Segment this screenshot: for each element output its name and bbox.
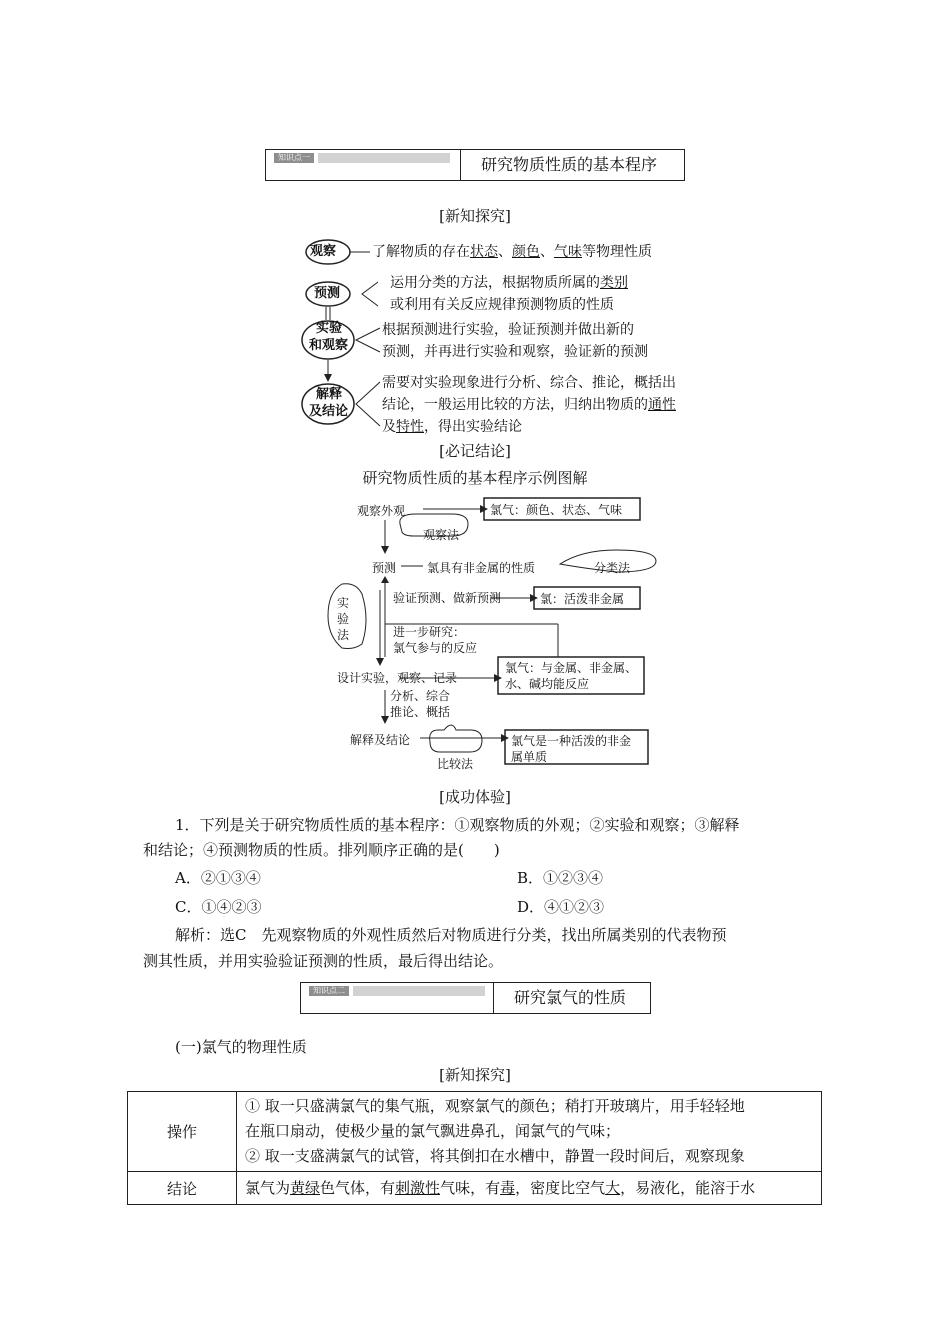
section-heading-success: [成功体验] xyxy=(439,788,511,806)
node-conclude-line2: 及结论 xyxy=(309,404,349,419)
tag-bar xyxy=(353,986,485,996)
knowledge-point-tag: 知识点一 xyxy=(274,153,314,163)
knowledge-point-tag-cell xyxy=(266,150,461,180)
observe-text-part: 了解物质的存在 xyxy=(372,244,470,260)
section-heading-conclusion: [必记结论] xyxy=(439,442,511,460)
answer-line1: 解析：选C 先观察物质的外观性质然后对物质进行分类，找出所属类别的代表物预 xyxy=(175,926,727,944)
node-experiment xyxy=(309,320,349,354)
observe-appearance-label: 观察外观 xyxy=(357,504,406,518)
box-final-conclusion xyxy=(511,733,631,765)
conclude-line2 xyxy=(382,394,676,416)
bubble-char: 法 xyxy=(337,628,350,642)
analyze-label xyxy=(390,688,450,720)
conclude-keyword-common: 通性 xyxy=(648,397,676,413)
box-reactions-line2: 水、碱均能反应 xyxy=(505,677,590,691)
box-observe-result: 氯气：颜色、状态、气味 xyxy=(490,503,623,517)
conclusion-keyword: 毒 xyxy=(500,1178,516,1197)
conclusion-keyword: 黄绿 xyxy=(290,1178,321,1197)
node-experiment-line1: 实验 xyxy=(316,321,343,336)
bubble-char: 验 xyxy=(337,612,350,626)
observe-keyword-color: 颜色 xyxy=(512,244,540,260)
observe-text xyxy=(372,241,652,263)
predict-line2: 或利用有关反应规律预测物质的性质 xyxy=(390,297,614,313)
box-reactions-line1: 氯气：与金属、非金属、 xyxy=(505,661,638,675)
experiment-table xyxy=(127,1091,822,1205)
conclude-text-part: 结论，一般运用比较的方法，归纳出物质的 xyxy=(382,397,648,413)
conclusion-text: 色气体，有 xyxy=(320,1178,396,1197)
observe-keyword-state: 状态 xyxy=(470,244,498,260)
knowledge-point-1-box xyxy=(265,149,685,181)
node-conclude-line1: 解释 xyxy=(316,387,343,402)
question-line2: 和结论；④预测物质的性质。排列顺序正确的是( ) xyxy=(143,841,500,859)
operation-label: 操作 xyxy=(128,1092,237,1172)
question-line1: 1．下列是关于研究物质性质的基本程序：①观察物质的外观；②实验和观察；③解释 xyxy=(175,816,740,834)
operation-line1: ① 取一只盛满氯气的集气瓶，观察氯气的颜色；稍打开玻璃片，用手轻轻地 xyxy=(245,1097,745,1115)
conclusion-text: ，密度比空气 xyxy=(515,1178,606,1197)
analyze-line2: 推论、概括 xyxy=(390,705,451,719)
operation-line2: 在瓶口扇动，使极少量的氯气飘进鼻孔，闻氯气的气味； xyxy=(245,1122,621,1140)
box-reactions xyxy=(505,660,637,692)
further-research-label xyxy=(393,624,477,656)
option-a: A．②①③④ xyxy=(175,869,261,887)
box-active-nonmetal: 氯：活泼非金属 xyxy=(540,592,625,606)
bubble-comparison-method: 比较法 xyxy=(437,757,474,771)
conclude-line1: 需要对实验现象进行分析、综合、推论，概括出 xyxy=(382,375,676,391)
conclusion-keyword: 刺激性 xyxy=(395,1178,441,1197)
experiment-line2: 预测，并再进行实验和观察，验证新的预测 xyxy=(382,344,648,360)
observe-keyword-smell: 气味 xyxy=(554,244,582,260)
explain-conclusion-label: 解释及结论 xyxy=(350,733,411,747)
analyze-line1: 分析、综合 xyxy=(390,689,451,703)
conclusion-label: 结论 xyxy=(128,1172,237,1205)
bubble-char: 实 xyxy=(337,596,350,610)
conclusion-text: 气味，有 xyxy=(440,1178,501,1197)
conclusion-text: 氯气为 xyxy=(245,1178,291,1197)
option-c: C．①④②③ xyxy=(175,898,262,916)
node-conclude xyxy=(309,386,349,420)
knowledge-point-tag-cell xyxy=(301,983,494,1013)
further-line1: 进一步研究： xyxy=(393,625,466,639)
conclusion-keyword: 大 xyxy=(605,1178,621,1197)
conclude-line3 xyxy=(382,416,522,438)
predict-keyword-category: 类别 xyxy=(600,275,628,291)
observe-text-part: 、 xyxy=(498,244,512,260)
knowledge-point-title: 研究物质性质的基本程序 xyxy=(481,155,658,174)
knowledge-point-tag: 知识点二 xyxy=(309,986,349,996)
observe-text-part: 、 xyxy=(540,244,554,260)
conclusion-text: ，易液化，能溶于水 xyxy=(620,1178,756,1197)
option-b: B．①②③④ xyxy=(517,869,604,887)
node-observe: 观察 xyxy=(310,244,337,259)
option-d: D．④①②③ xyxy=(517,898,605,916)
bubble-experiment-method xyxy=(337,595,349,643)
predict-nonmetal-text: 氯具有非金属的性质 xyxy=(427,561,536,575)
knowledge-point-2-box xyxy=(300,982,651,1014)
conclude-text-part: ，得出实验结论 xyxy=(424,419,522,435)
operation-line3: ② 取一支盛满氯气的试管，将其倒扣在水槽中，静置一段时间后，观察现象 xyxy=(245,1147,745,1165)
experiment-line1: 根据预测进行实验，验证预测并做出新的 xyxy=(382,322,634,338)
box-final-line1: 氯气是一种活泼的非金 xyxy=(511,734,632,748)
node-experiment-line2: 和观察 xyxy=(309,338,349,353)
subsection-physical-properties: (一)氯气的物理性质 xyxy=(175,1038,307,1056)
operation-content xyxy=(237,1092,822,1172)
knowledge-point-title: 研究氯气的性质 xyxy=(514,988,627,1007)
observe-text-part: 等物理性质 xyxy=(582,244,652,260)
table-row-operation xyxy=(128,1092,822,1172)
table-row-conclusion xyxy=(128,1172,822,1205)
predict-line1 xyxy=(390,272,628,294)
section-heading-new-knowledge-2: [新知探究] xyxy=(439,1066,511,1084)
diagram-title: 研究物质性质的基本程序示例图解 xyxy=(362,469,588,487)
answer-line2: 测其性质，并用实验验证预测的性质，最后得出结论。 xyxy=(143,952,504,970)
bubble-observation-method: 观察法 xyxy=(423,528,460,542)
bubble-classification-method: 分类法 xyxy=(594,561,631,575)
predict-text-part: 运用分类的方法，根据物质所属的 xyxy=(390,275,600,291)
verify-predict-label: 验证预测、做新预测 xyxy=(393,591,502,605)
conclusion-content xyxy=(237,1172,822,1205)
tag-bar xyxy=(318,153,450,163)
box-final-line2: 属单质 xyxy=(511,750,548,764)
conclude-text-part: 及 xyxy=(382,419,396,435)
further-line2: 氯气参与的反应 xyxy=(393,641,478,655)
predict-label: 预测 xyxy=(372,561,397,575)
section-heading-new-knowledge: [新知探究] xyxy=(439,207,511,225)
node-predict: 预测 xyxy=(314,286,341,301)
conclude-keyword-special: 特性 xyxy=(396,419,424,435)
design-experiment-label: 设计实验，观察、记录 xyxy=(337,671,458,685)
